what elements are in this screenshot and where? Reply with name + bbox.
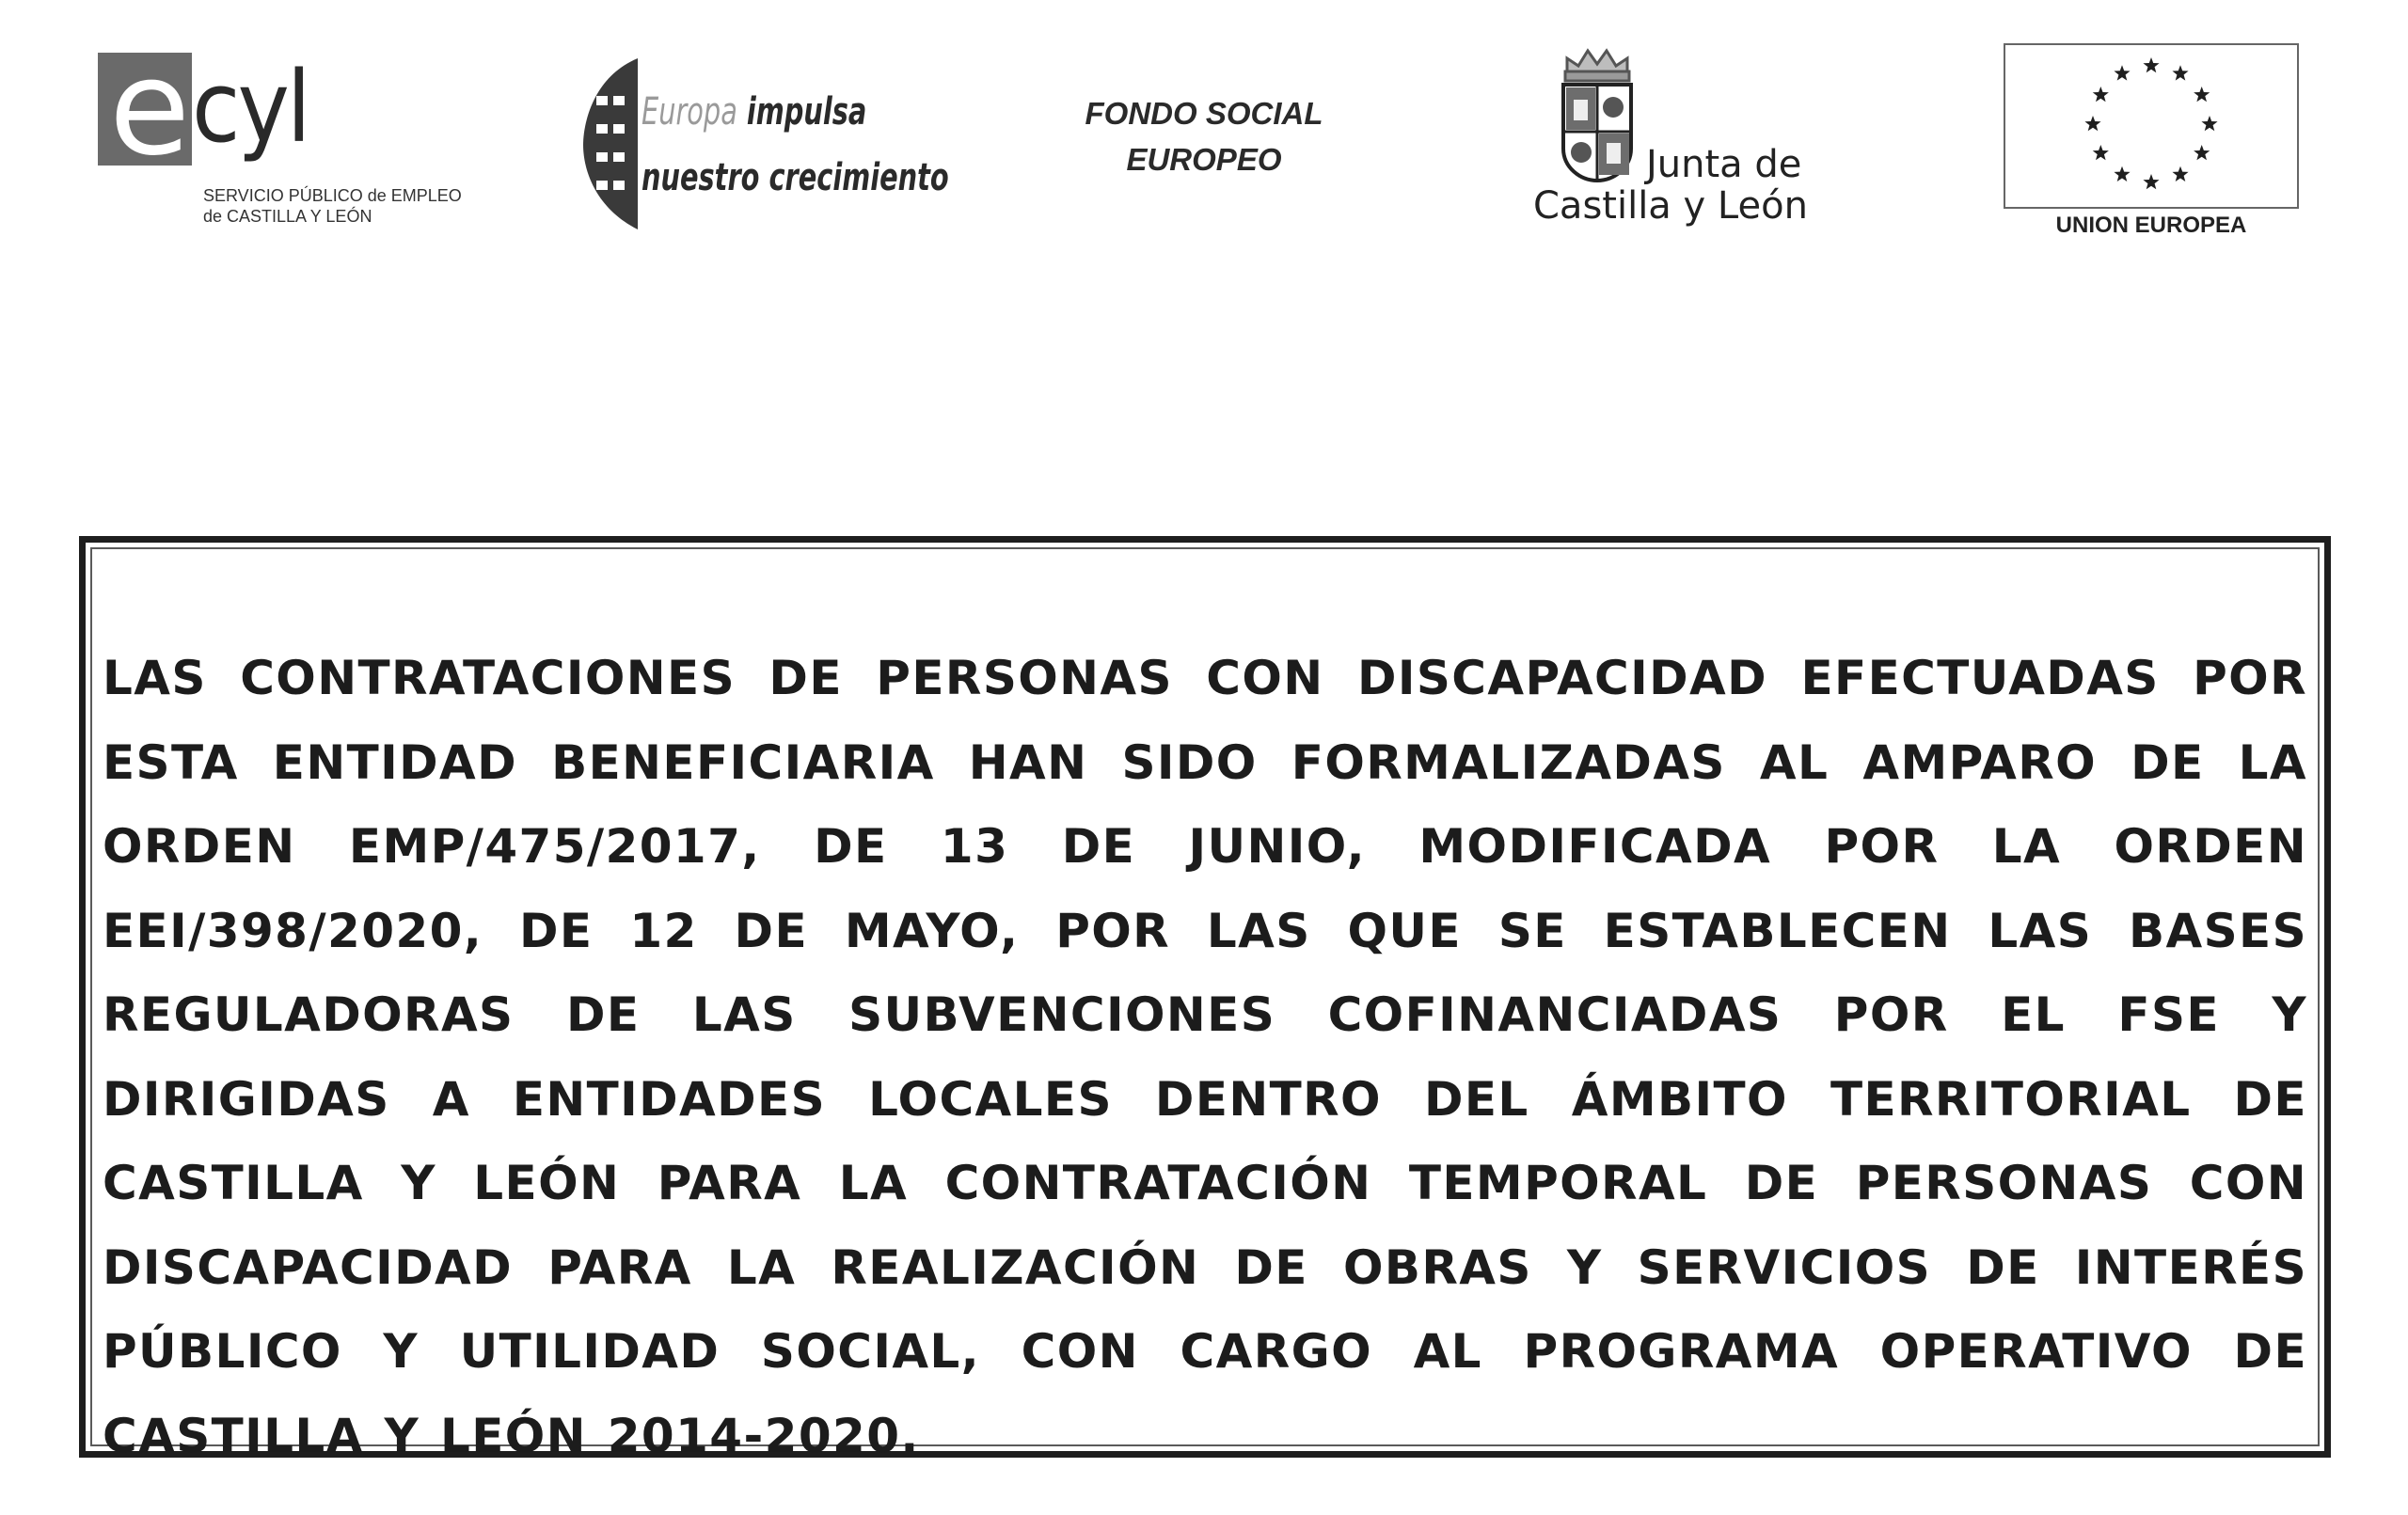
union-europea-label: UNION EUROPEA: [2055, 213, 2247, 238]
eu-star-icon: [2194, 145, 2210, 160]
europa-slogan-line2: nuestro crecimiento: [642, 156, 949, 199]
ecyl-logo: [98, 49, 462, 237]
notice-text: LAS CONTRATACIONES DE PERSONAS CON DISCAPACIDAD EFECTUADAS POR ESTA ENTIDAD BENEFICIARIA HAN SIDO FORMALIZADAS AL AMPARO DE LA ORDEN EMP/475/2017, DE 13 DE JUNIO, MODIFICADA POR LA ORDEN EEI/398/2020, DE 12 DE MAYO, POR LAS QUE SE ESTABLECEN LAS BASES REGULADORAS DE LAS SUBVENCIONES COFINANCIADAS POR EL FSE Y DIRIGIDAS A ENTIDADES LOCALES DENTRO DEL ÁMBITO TERRITORIAL DE CASTILLA Y LEÓN PARA LA CONTRATACIÓN TEMPORAL DE PERSONAS CON DISCAPACIDAD PARA LA REALIZACIÓN DE OBRAS Y SERVICIOS DE INTERÉS PÚBLICO Y UTILIDAD SOCIAL, CON CARGO AL PROGRAMA OPERATIVO DE CASTILLA Y LEÓN 2014-2020.: [103, 651, 2307, 1463]
eu-star-icon: [2143, 57, 2159, 72]
castilla-leon-shield-icon: [1560, 45, 1635, 182]
europa-impulsa-logo: [583, 58, 949, 237]
eu-star-icon: [2093, 87, 2109, 102]
eu-star-icon: [2172, 166, 2188, 181]
eu-star-icon: [2114, 166, 2130, 181]
europa-slogan-line1: [642, 90, 866, 134]
junta-castilla-leon-logo: [1533, 45, 1834, 243]
ecyl-subtitle-line1: SERVICIO PÚBLICO de EMPLEO: [203, 186, 462, 205]
notice-box: [79, 536, 2331, 1463]
europa-word: Europa: [642, 90, 737, 134]
fse-line2: EUROPEO: [1126, 142, 1282, 177]
eu-star-icon: [2084, 116, 2100, 131]
eu-flag: [2004, 43, 2299, 209]
ecyl-subtitle-line2: de CASTILLA Y LEÓN: [203, 207, 372, 226]
union-europea-logo: [2004, 43, 2305, 250]
eu-star-icon: [2093, 145, 2109, 160]
eu-star-icon: [2143, 174, 2159, 189]
eu-star-icon: [2194, 87, 2210, 102]
eu-star-icon: [2172, 65, 2188, 80]
fse-line1: FONDO SOCIAL: [1085, 96, 1323, 131]
eu-stars-flag-icon: [2005, 45, 2297, 207]
impulsa-word: impulsa: [746, 90, 867, 134]
eu-star-icon: [2114, 65, 2130, 80]
ecyl-logo-icon: e: [98, 53, 192, 166]
junta-line1: Junta de: [1646, 143, 1802, 186]
ecyl-wordmark: cyl: [192, 50, 309, 165]
fondo-social-europeo-label: [1016, 90, 1392, 182]
junta-line2: Castilla y León: [1533, 184, 1808, 228]
eu-star-icon: [2201, 116, 2217, 131]
eu-emblem-icon: [583, 58, 640, 229]
